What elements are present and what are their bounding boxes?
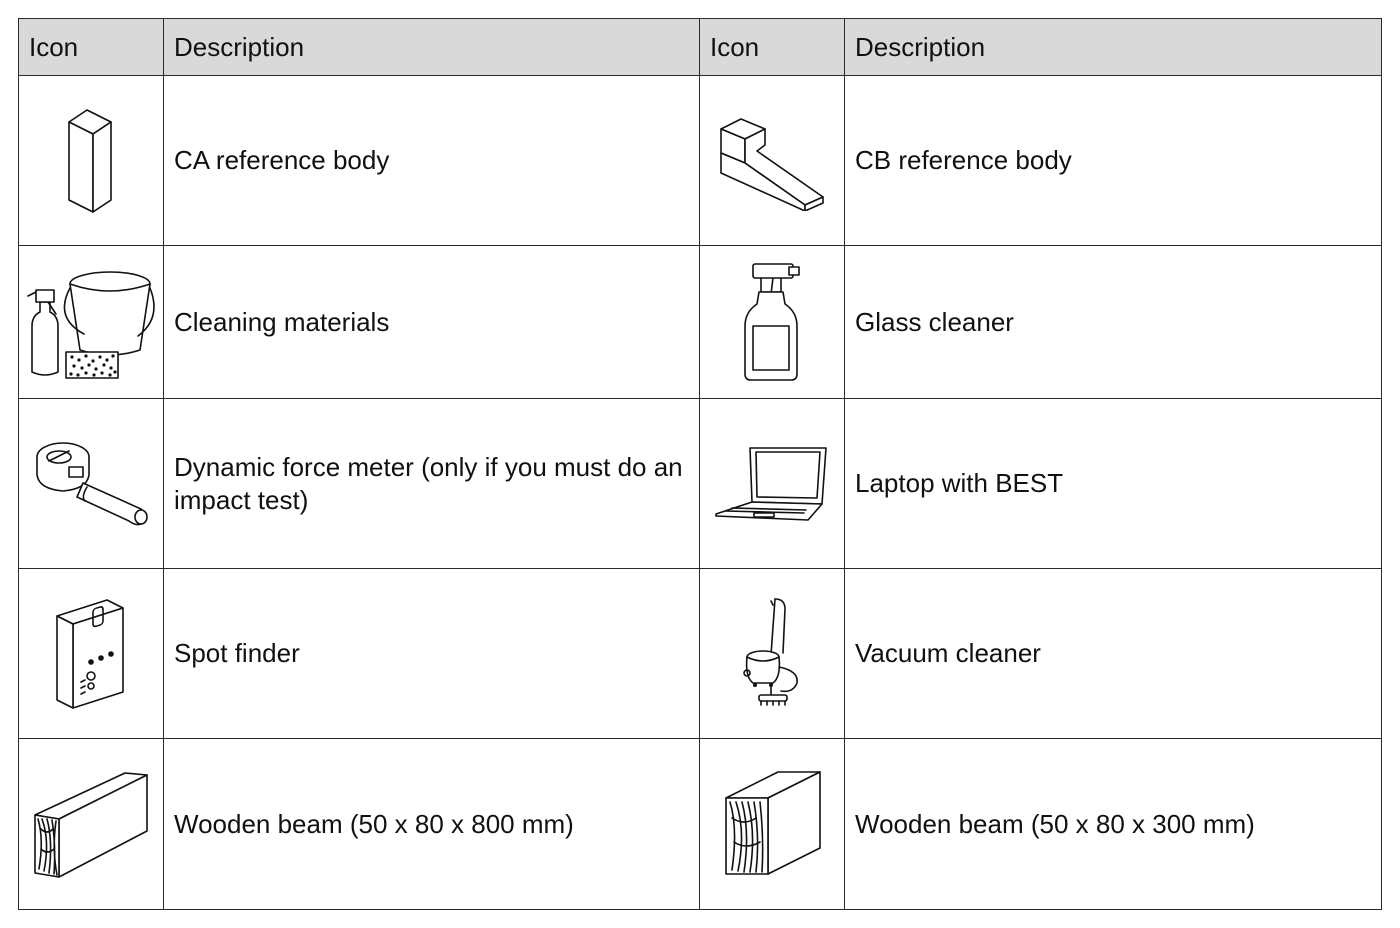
- header-description: Description: [164, 19, 700, 76]
- header-icon: Icon: [700, 19, 845, 76]
- description-cell: Glass cleaner: [845, 246, 1382, 399]
- description-cell: Wooden beam (50 x 80 x 800 mm): [164, 739, 700, 910]
- table-row: [19, 739, 1382, 910]
- glass-cleaner-icon: [737, 260, 807, 385]
- description-cell: Vacuum cleaner: [845, 569, 1382, 739]
- cb-reference-body-icon: [715, 111, 830, 211]
- icon-cell: [700, 246, 845, 399]
- spot-finder-icon: [51, 596, 131, 711]
- description-cell: Laptop with BEST: [845, 399, 1382, 569]
- header-row: [19, 19, 1382, 76]
- description-cell: CB reference body: [845, 76, 1382, 246]
- icon-cell: [700, 76, 845, 246]
- icon-cell: [19, 739, 164, 910]
- table-row: [19, 76, 1382, 246]
- description-cell: Spot finder: [164, 569, 700, 739]
- tools-table: [18, 18, 1382, 910]
- table-row: [19, 569, 1382, 739]
- cleaning-materials-icon: [26, 262, 156, 382]
- table-row: [19, 246, 1382, 399]
- icon-cell: [19, 246, 164, 399]
- vacuum-cleaner-icon: [737, 595, 807, 713]
- wooden-beam-long-icon: [29, 769, 154, 879]
- icon-cell: [700, 569, 845, 739]
- icon-cell: [700, 399, 845, 569]
- icon-cell: [19, 569, 164, 739]
- header-description: Description: [845, 19, 1382, 76]
- dynamic-force-meter-icon: [29, 439, 154, 529]
- description-cell: Wooden beam (50 x 80 x 300 mm): [845, 739, 1382, 910]
- description-cell: Dynamic force meter (only if you must do an impact test): [164, 399, 700, 569]
- description-cell: CA reference body: [164, 76, 700, 246]
- laptop-icon: [712, 444, 832, 524]
- ca-reference-body-icon: [61, 106, 121, 216]
- table-row: [19, 399, 1382, 569]
- icon-cell: [700, 739, 845, 910]
- icon-cell: [19, 399, 164, 569]
- icon-cell: [19, 76, 164, 246]
- wooden-beam-short-icon: [720, 768, 825, 880]
- header-icon: Icon: [19, 19, 164, 76]
- description-cell: Cleaning materials: [164, 246, 700, 399]
